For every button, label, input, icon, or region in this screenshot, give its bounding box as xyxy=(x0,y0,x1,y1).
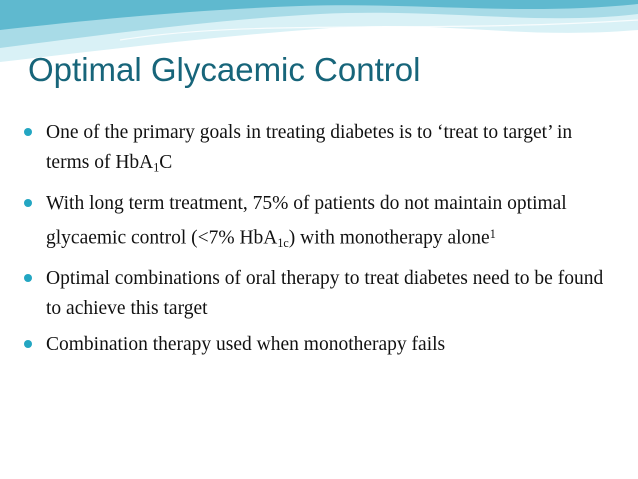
bullet-dot-icon xyxy=(24,340,32,348)
bullet-dot-icon xyxy=(24,128,32,136)
bullet-subscript: 1c xyxy=(277,235,289,250)
bullet-text: With long term treatment, 75% of patients do not maintain optimal glycaemic control (<7% HbA xyxy=(46,192,567,249)
bullet-text: Combination therapy used when monotherapy fails xyxy=(46,333,446,355)
bullet-dot-icon xyxy=(24,199,32,207)
bullet-item xyxy=(20,264,620,324)
bullet-text: ) with monotherapy alone xyxy=(288,227,490,249)
slide-title: Optimal Glycaemic Control xyxy=(28,51,421,88)
bullet-text: Optimal combinations of oral therapy to treat diabetes need to be found to achieve this target xyxy=(46,267,604,319)
bullet-dot-icon xyxy=(24,274,32,282)
bullet-item xyxy=(20,330,620,360)
bullet-superscript: 1 xyxy=(489,226,496,241)
bullet-text: C xyxy=(159,152,173,173)
bullet-list xyxy=(20,118,620,366)
bullet-item xyxy=(20,118,620,183)
bullet-subscript: 1 xyxy=(153,160,160,175)
bullet-item xyxy=(20,189,620,258)
bullet-text: One of the primary goals in treating diabetes is to ‘treat to target’ in terms of HbA xyxy=(46,122,573,173)
